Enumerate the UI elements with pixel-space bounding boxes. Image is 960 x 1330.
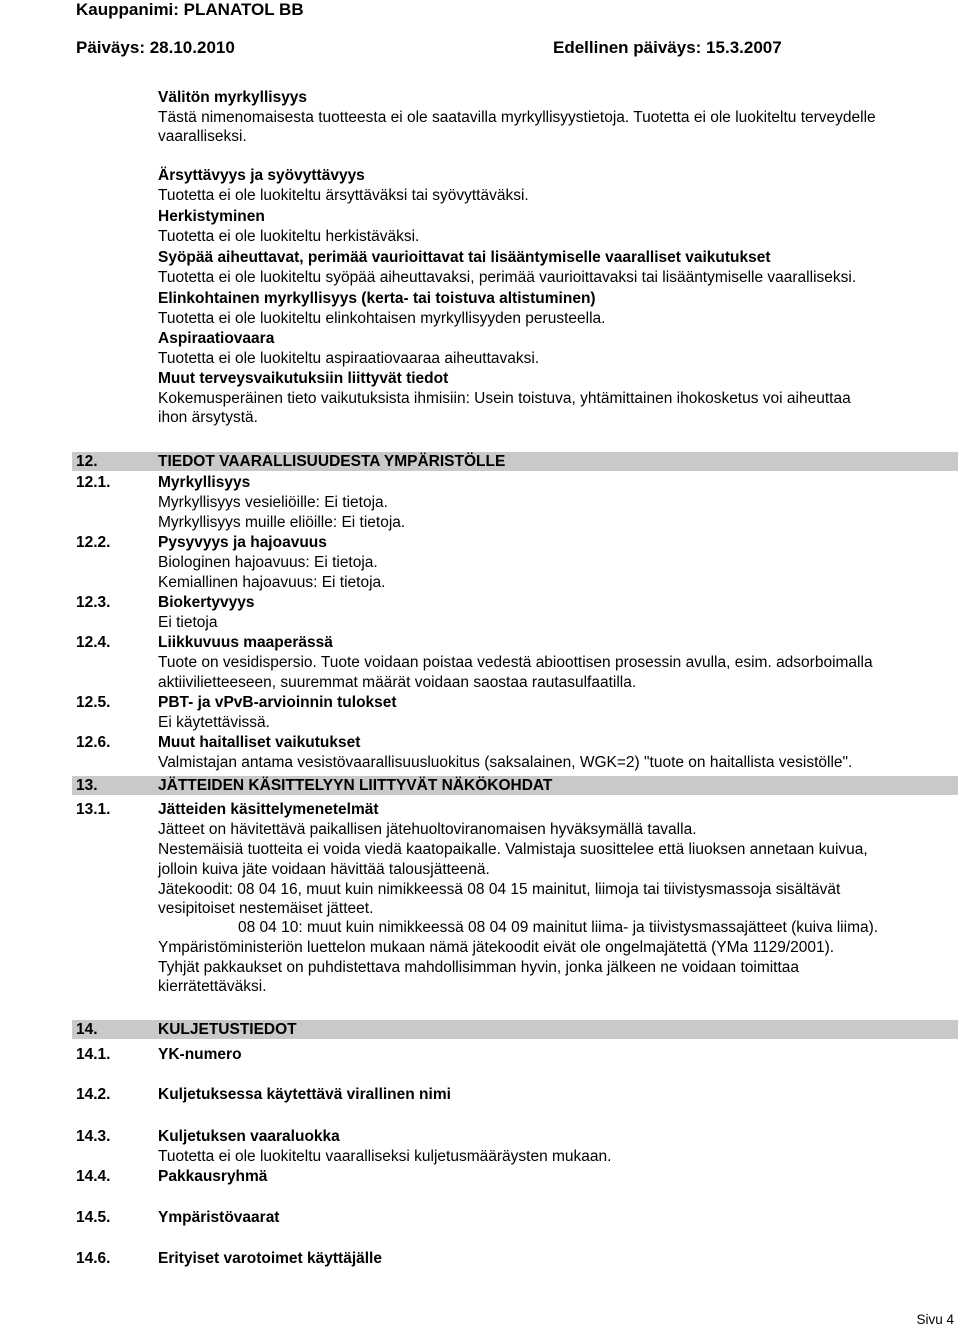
- subsection-title: Pakkausryhmä: [158, 1168, 268, 1185]
- aspiration-title: Aspiraatiovaara: [158, 330, 275, 347]
- subsection-number: 12.2.: [76, 534, 111, 551]
- section-14-header: [72, 1020, 958, 1039]
- cmr-title: Syöpää aiheuttavat, perimää vaurioittavat tai lisääntymiselle vaaralliset vaikutukset: [158, 249, 771, 266]
- subsection-number: 14.4.: [76, 1168, 111, 1185]
- body-text: Biologinen hajoavuus: Ei tietoja.: [158, 554, 378, 571]
- section-title: TIEDOT VAARALLISUUDESTA YMPÄRISTÖLLE: [158, 453, 506, 470]
- subsection-title: Liikkuvuus maaperässä: [158, 634, 333, 651]
- subsection-number: 14.5.: [76, 1209, 111, 1226]
- acute-toxicity-title: Välitön myrkyllisyys: [158, 89, 308, 106]
- sensitisation-title: Herkistyminen: [158, 208, 265, 225]
- other-health-text-2: ihon ärsytystä.: [158, 409, 258, 426]
- body-text: Ei tietoja: [158, 614, 218, 631]
- body-text: Valmistajan antama vesistövaarallisuusluokitus (saksalainen, WGK=2) "tuote on haitallista vesistölle".: [158, 754, 853, 771]
- subsection-title: Kuljetuksen vaaraluokka: [158, 1128, 340, 1145]
- body-text: Myrkyllisyys muille eliöille: Ei tietoja.: [158, 514, 406, 531]
- subsection-title: Muut haitalliset vaikutukset: [158, 734, 361, 751]
- section-number: 12.: [76, 453, 98, 470]
- subsection-title: Myrkyllisyys: [158, 474, 251, 491]
- body-text: Tuote on vesidispersio. Tuote voidaan poistaa vedestä abioottisen prosessin avulla, esim. adsorboimalla: [158, 654, 873, 671]
- trade-name: Kauppanimi: PLANATOL BB: [76, 0, 304, 19]
- section-title: JÄTTEIDEN KÄSITTELYYN LIITTYVÄT NÄKÖKOHDAT: [158, 777, 553, 794]
- section-title: KULJETUSTIEDOT: [158, 1021, 297, 1038]
- subsection-title: Biokertyvyys: [158, 594, 255, 611]
- subsection-title: YK-numero: [158, 1046, 242, 1063]
- irritation-text: Tuotetta ei ole luokiteltu ärsyttäväksi tai syövyttäväksi.: [158, 187, 529, 204]
- section-13-header: [72, 776, 958, 795]
- subsection-number: 12.1.: [76, 474, 111, 491]
- stot-text: Tuotetta ei ole luokiteltu elinkohtaisen myrkyllisyyden perusteella.: [158, 310, 606, 327]
- subsection-title: Jätteiden käsittelymenetelmät: [158, 801, 379, 818]
- body-text: vesipitoiset nestemäiset jätteet.: [158, 900, 374, 917]
- acute-toxicity-text: Tästä nimenomaisesta tuotteesta ei ole saatavilla myrkyllisyystietoja. Tuotetta ei ole luokiteltu terveydelle: [158, 109, 876, 126]
- body-text: Ei käytettävissä.: [158, 714, 270, 731]
- other-health-title: Muut terveysvaikutuksiin liittyvät tiedot: [158, 370, 449, 387]
- previous-date: Edellinen päiväys: 15.3.2007: [553, 38, 782, 57]
- page-number: Sivu 4: [916, 1312, 954, 1327]
- subsection-number: 12.3.: [76, 594, 111, 611]
- sensitisation-text: Tuotetta ei ole luokiteltu herkistäväksi.: [158, 228, 420, 245]
- subsection-number: 12.5.: [76, 694, 111, 711]
- aspiration-text: Tuotetta ei ole luokiteltu aspiraatiovaaraa aiheuttavaksi.: [158, 350, 540, 367]
- body-text: Tuotetta ei ole luokiteltu vaaralliseksi kuljetusmääräysten mukaan.: [158, 1148, 612, 1165]
- subsection-number: 13.1.: [76, 801, 111, 818]
- body-text: Kemiallinen hajoavuus: Ei tietoja.: [158, 574, 386, 591]
- other-health-text: Kokemusperäinen tieto vaikutuksista ihmisiin: Usein toistuva, yhtämittainen ihokosketus voi aiheuttaa: [158, 390, 851, 407]
- subsection-number: 14.2.: [76, 1086, 111, 1103]
- subsection-title: Ympäristövaarat: [158, 1209, 280, 1226]
- section-12-header: [72, 452, 958, 471]
- body-text: jolloin kuiva jäte voidaan hävittää talousjätteenä.: [158, 861, 490, 878]
- body-text: Ympäristöministeriön luettelon mukaan nämä jätekoodit eivät ole ongelmajätettä (YMa 1129/2001).: [158, 939, 835, 956]
- subsection-title: Pysyvyys ja hajoavuus: [158, 534, 327, 551]
- subsection-title: Erityiset varotoimet käyttäjälle: [158, 1250, 382, 1267]
- body-text: Jätteet on hävitettävä paikallisen jätehuoltoviranomaisen hyväksymällä tavalla.: [158, 821, 697, 838]
- section-number: 13.: [76, 777, 98, 794]
- subsection-number: 12.4.: [76, 634, 111, 651]
- body-text: Jätekoodit: 08 04 16, muut kuin nimikkeessä 08 04 15 mainitut, liimoja tai tiivistysmassoja sisältävät: [158, 881, 841, 898]
- subsection-title: Kuljetuksessa käytettävä virallinen nimi: [158, 1086, 451, 1103]
- subsection-number: 12.6.: [76, 734, 111, 751]
- acute-toxicity-text-2: vaaralliseksi.: [158, 128, 247, 145]
- cmr-text: Tuotetta ei ole luokiteltu syöpää aiheuttavaksi, perimää vaurioittavaksi tai lisääntymiselle vaaralliseksi.: [158, 269, 857, 286]
- date: Päiväys: 28.10.2010: [76, 38, 235, 57]
- subsection-number: 14.3.: [76, 1128, 111, 1145]
- subsection-number: 14.6.: [76, 1250, 111, 1267]
- body-text: aktiivilietteeseen, suuremmat määrät voidaan saostaa rautasulfaatilla.: [158, 674, 637, 691]
- body-text: Myrkyllisyys vesieliöille: Ei tietoja.: [158, 494, 388, 511]
- body-text: kierrätettäväksi.: [158, 978, 267, 995]
- body-text: Nestemäisiä tuotteita ei voida viedä kaatopaikalle. Valmistaja suosittelee että liuoksen annetaan kuivua,: [158, 841, 868, 858]
- subsection-title: PBT- ja vPvB-arvioinnin tulokset: [158, 694, 397, 711]
- body-text: 08 04 10: muut kuin nimikkeessä 08 04 09 mainitut liima- ja tiivistysmassajätteet (kuiva liima).: [238, 919, 879, 936]
- subsection-number: 14.1.: [76, 1046, 111, 1063]
- section-number: 14.: [76, 1021, 98, 1038]
- irritation-title: Ärsyttävyys ja syövyttävyys: [158, 167, 365, 184]
- body-text: Tyhjät pakkaukset on puhdistettava mahdollisimman hyvin, jonka jälkeen ne voidaan toimittaa: [158, 959, 800, 976]
- stot-title: Elinkohtainen myrkyllisyys (kerta- tai toistuva altistuminen): [158, 290, 596, 307]
